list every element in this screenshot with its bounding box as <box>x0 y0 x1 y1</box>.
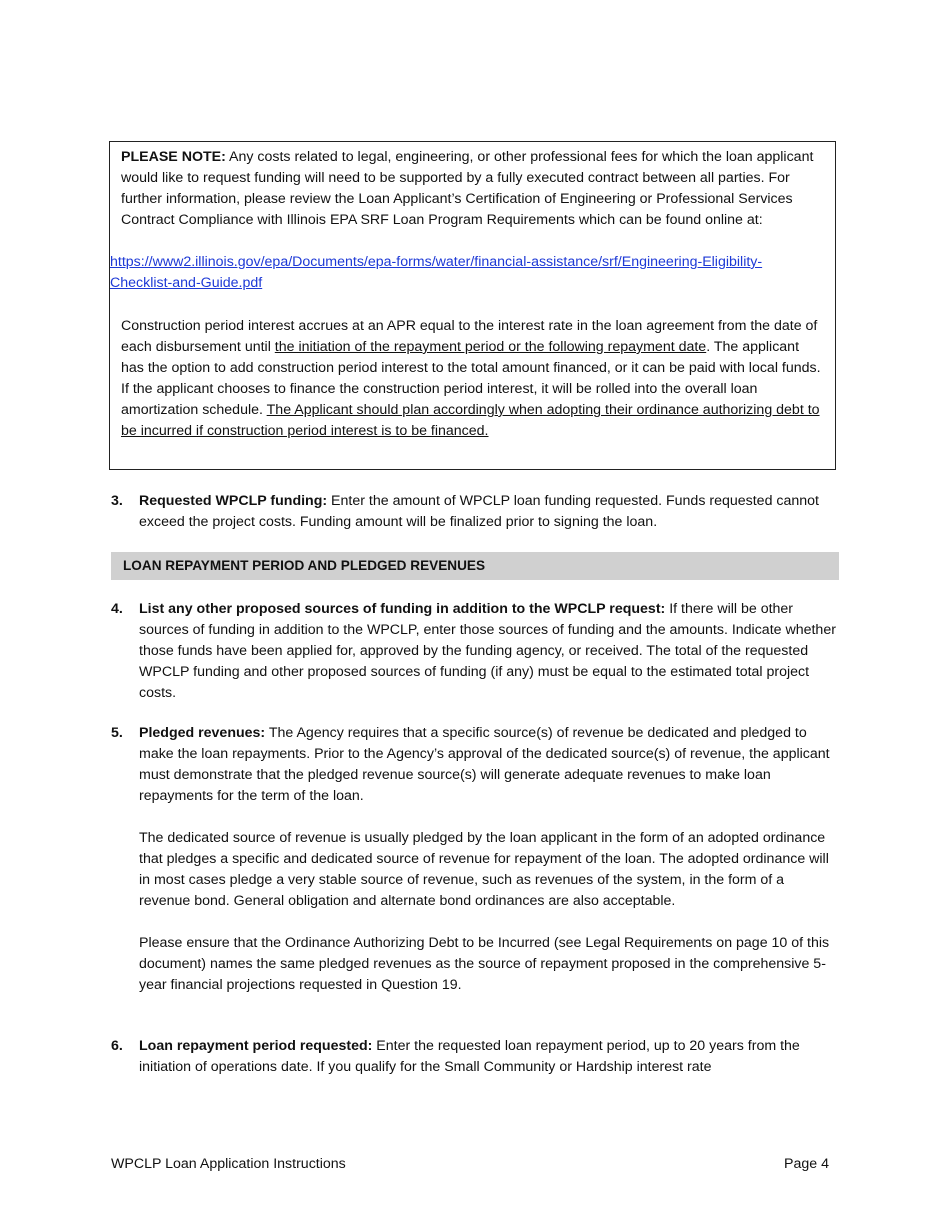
item-title: List any other proposed sources of funding in addition to the WPCLP request: <box>139 601 666 617</box>
please-note-box <box>109 141 836 470</box>
item-5 <box>111 723 836 996</box>
note-label: PLEASE NOTE: <box>121 149 226 165</box>
note-p2-underline-2: The Applicant should plan accordingly when adopting their ordinance authorizing debt to be incurred if construction period interest is to be financed. <box>121 402 820 439</box>
item-paragraph-3: Please ensure that the Ordinance Authorizing Debt to be Incurred (see Legal Requirements on page 10 of this document) names the same pledged revenues as the source of repayment proposed in the comprehensive 5-year financial projections requested in Question 19. <box>139 935 830 993</box>
footer-page-number: Page 4 <box>784 1156 829 1172</box>
item-6 <box>111 1036 836 1078</box>
item-paragraph <box>139 599 836 704</box>
footer-document-title: WPCLP Loan Application Instructions <box>111 1156 346 1172</box>
item-title: Requested WPCLP funding: <box>139 493 328 509</box>
item-number: 4. <box>111 601 123 617</box>
item-body <box>139 491 836 533</box>
item-paragraph <box>139 491 836 533</box>
note-paragraph-1 <box>121 147 821 231</box>
item-paragraph <box>139 1036 836 1078</box>
item-text: Enter the amount of WPCLP loan funding requested. Funds requested cannot exceed the project costs. Funding amount will be finalized prior to signing the loan. <box>139 493 819 530</box>
item-paragraph-2: The dedicated source of revenue is usually pledged by the loan applicant in the form of an adopted ordinance that pledges a specific and dedicated source of revenue for repayment of the loan. The adopted ordinance will in most cases pledge a very stable source of revenue, such as revenues of the system, in the form of a revenue bond. General obligation and alternate bond ordinances are also acceptable. <box>139 830 829 909</box>
item-body <box>139 723 836 996</box>
item-number: 3. <box>111 493 123 509</box>
note-text: Any costs related to legal, engineering, or other professional fees for which the loan applicant would like to request funding will need to be supported by a fully executed contract between all parties. For further information, please review the Loan Applicant’s Certification of Engineering or Professional Services Contract Compliance with Illinois EPA SRF Loan Program Requirements which can be found online at: <box>121 149 814 228</box>
item-title: Pledged revenues: <box>139 725 266 741</box>
item-number: 5. <box>111 725 123 741</box>
item-text: The Agency requires that a specific source(s) of revenue be dedicated and pledged to make the loan repayments. Prior to the Agency’s approval of the dedicated source(s) of revenue, the applicant must demonstrate that the pledged revenue source(s) will generate adequate revenues to make loan repayments for the term of the loan. <box>139 725 830 804</box>
item-text: If there will be other sources of funding in addition to the WPCLP, enter those sources of funding and the amounts. Indicate whether those funds have been applied for, approved by the funding agency, or received. The total of the requested WPCLP funding and other proposed sources of funding (if any) must be equal to the estimated total project costs. <box>139 601 836 701</box>
item-number: 6. <box>111 1038 123 1054</box>
item-text: Enter the requested loan repayment period, up to 20 years from the initiation of operations date. If you qualify for the Small Community or Hardship interest rate <box>139 1038 800 1075</box>
note-p2-underline-1: the initiation of the repayment period or the following repayment date <box>274 339 707 355</box>
item-body <box>139 1036 836 1078</box>
note-p2-text-a: Construction period interest accrues at an APR equal to the interest rate in the loan agreement from the date of each disbursement until <box>121 318 818 355</box>
checklist-guide-link[interactable]: https://www2.illinois.gov/epa/Documents/epa-forms/water/financial-assistance/srf/Engineering-Eligibility-Checklist-and-Guide.pdf <box>110 254 763 291</box>
item-title: Loan repayment period requested: <box>139 1038 373 1054</box>
note-paragraph-2 <box>121 316 821 442</box>
section-heading-bar: LOAN REPAYMENT PERIOD AND PLEDGED REVENUES <box>111 552 839 580</box>
item-paragraph <box>139 723 836 807</box>
item-body <box>139 599 836 704</box>
note-p2-text-b: . The applicant has the option to add construction period interest to the total amount financed, or it can be paid with local funds. If the applicant chooses to finance the construction period interest, it will be rolled into the overall loan amortization schedule. <box>121 339 821 418</box>
item-4 <box>111 599 836 704</box>
item-3 <box>111 491 836 533</box>
